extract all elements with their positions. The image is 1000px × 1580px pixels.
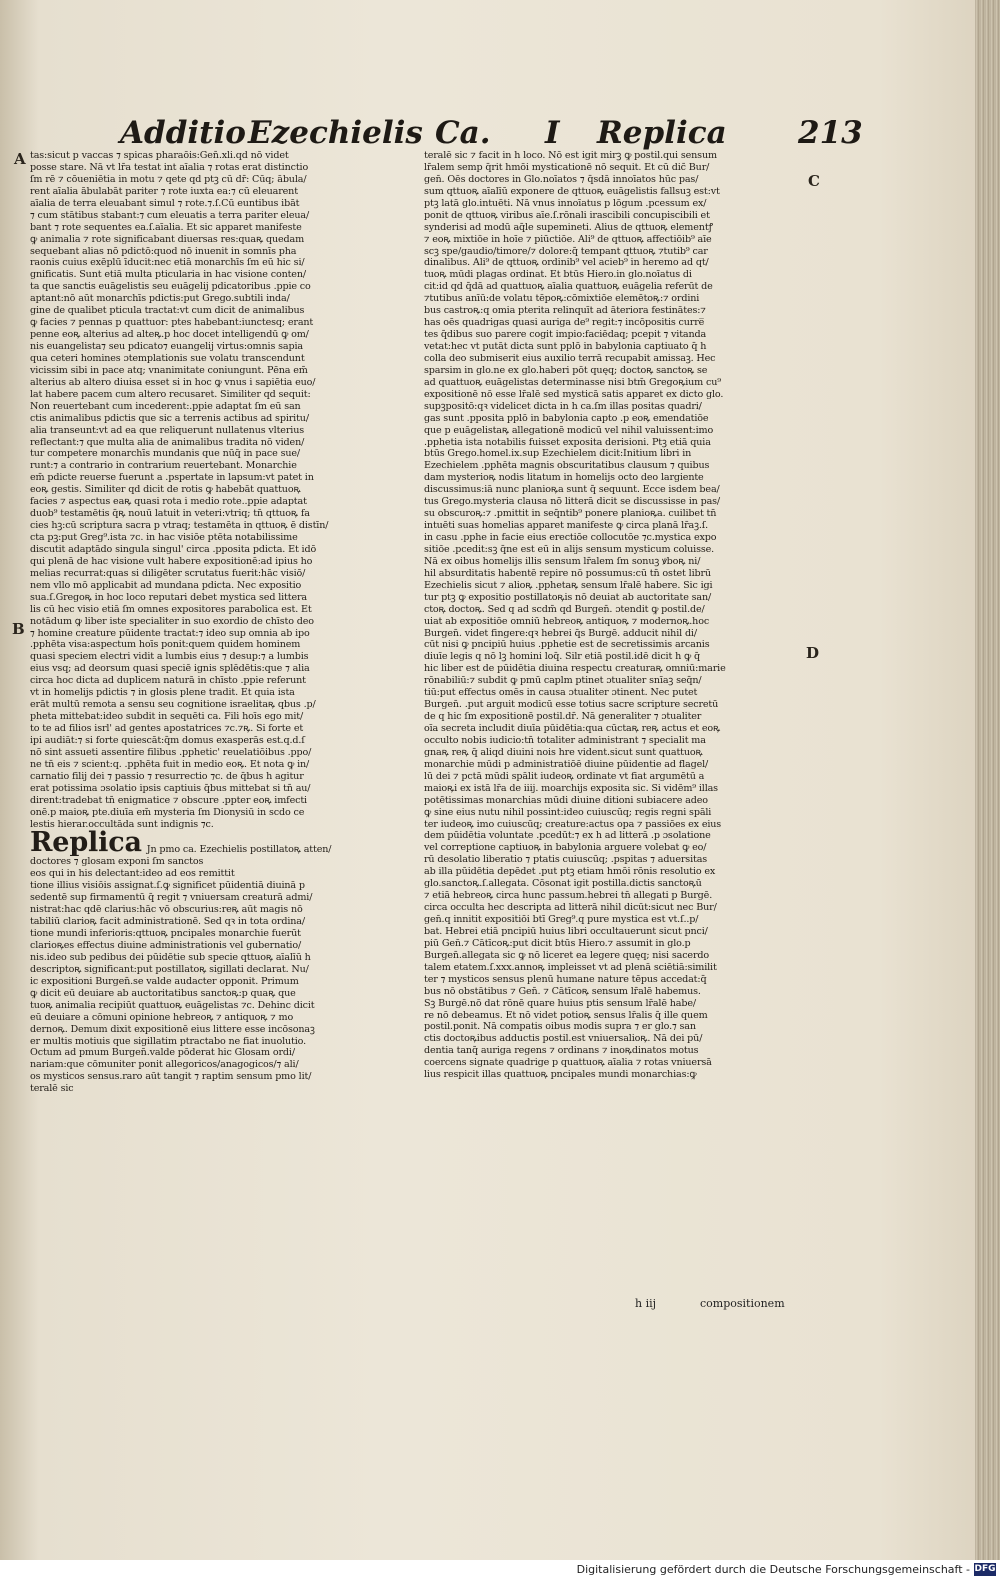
text-line: cūt nisi ꝙ pncipiū huius .pphetie est de secretissimis arcanis bbox=[424, 639, 710, 651]
text-line: vel correptione captiuoꝶ in babylonia arguere volebat ꝙ eo/ bbox=[424, 842, 707, 854]
text-line: talem etatem.ſ.xxx.annoꝶ impleisset vt ad plenā sciētiā:similit bbox=[424, 961, 717, 973]
text-line: lr̄alem semp q̄rit hmōi mysticationē nō sequit̄. Et cū dic̄ Bur/ bbox=[424, 161, 710, 173]
text-line: ꝙ facies ⁊ pennas p quattuor: ptes habebant:iunctesq; erant bbox=[30, 317, 314, 329]
text-line: .pphetia ista notabilis fuisset exposita derisioni. Ptꝫ etiā quia bbox=[424, 436, 711, 448]
text-line: gen̄.q innitit̄ expositiōi btī Greg⁹.q pure mystica est vt.ſ..p/ bbox=[424, 914, 699, 925]
text-line: synderisi ad modū aq̄le supemineti. Alius de qttuoꝶ elementꝭ bbox=[424, 221, 713, 233]
text-line: lius respicit illas quattuoꝶ pncipales mundi monarchias:ꝙ bbox=[424, 1069, 697, 1081]
text-line: Burgen̄. videt̄ fingere:qꝛ hebrei q̄s Burgē. adducit nihil di/ bbox=[424, 627, 697, 639]
text-line: er multis motiuis que sigillatim ptractabo ne fiat inuolutio. bbox=[30, 1035, 306, 1047]
text-line: ꝙ dicit eū deuiare ab auctoritatibus sanctoꝶ:p quaꝶ que bbox=[30, 987, 296, 999]
text-line: ſm rē ⁊ cōueniētia in motu ⁊ qete qd ptꝫ cū dr̄: Cūq; ābula/ bbox=[30, 173, 307, 185]
text-line: rū desolatio liberatio ⁊ ptatis cuiuscūq; .pspitas ⁊ aduersitas bbox=[424, 854, 708, 866]
text-line: vt in homelijs pdictis ⁊ in glosis plene tradit̄. Et quia ista bbox=[30, 687, 295, 699]
text-line: gnificatis. Sunt etiā multa pticularia in hac visione conten/ bbox=[30, 269, 306, 281]
text-line: ⁊ etiā hebreoꝶ circa hunc passum.hebrei tn̄ allegati p Burgē. bbox=[424, 890, 713, 902]
text-line: expositionē nō esse lr̄alē sed mysticā satis apparet ex dicto glo. bbox=[424, 388, 724, 400]
text-line: teralē sic ⁊ facit in h̄ loco. Nō est igit̄ mirꝫ ꝙ postil.qui sensum bbox=[424, 150, 717, 161]
text-line: Sꝫ Burgē.nō dat rōnē quare huius ptis sensum lr̄alē habe/ bbox=[424, 997, 696, 1009]
text-line: de q hic ſm expositionē postil.dr̄. Nā generaliter ⁊ ɔtualiter bbox=[424, 711, 702, 723]
text-line: intuēti suas homelias apparet manifeste ꝙ circa planā lr̄aꝫ.ſ. bbox=[424, 520, 709, 532]
margin-letter-c: C bbox=[808, 172, 820, 190]
text-line: bus nō obstātibus ⁊ Gen̄. ⁊ Cātīcoꝶ sensum lr̄alē habemus. bbox=[424, 985, 701, 997]
text-line: discussimus:iā nunc planioꝶa sunt q̄ sequunt̄. Ecce isdem bea/ bbox=[424, 484, 720, 496]
text-line: ctis animalibus pdictis que sic a terrenis actibus ad spiritu/ bbox=[30, 412, 309, 424]
text-line: ꝙ sine eius nutu nihil possint:ideo cuiuscūq; regis regni spāli bbox=[424, 806, 712, 818]
text-line: to te ad filios isrl' ad gentes apostatrices ⁊c.⁊ꝶ. Si forte et bbox=[30, 723, 304, 734]
text-line: sua.ſ.Gregoꝶ in hoc loco reputari debet mystica sed littera bbox=[30, 591, 308, 603]
text-line: vetat:hec vt putāt dicta sunt pplō in babylonia captiuato q̄ h bbox=[424, 341, 707, 352]
text-line: nariam:que cōmuniter ponit allegoricos/anagogicos/⁊ ali/ bbox=[30, 1059, 299, 1071]
text-line: tabiliū clarioꝶ facit administrationē. Sed qꝛ in tota ordina/ bbox=[30, 916, 305, 928]
text-line: raonis cuius exēplū īducit:nec etiā monarchīs ſm eū hic si/ bbox=[30, 257, 305, 269]
text-line: potētissimas monarchias mūdi diuine ditioni subiacere adeo bbox=[424, 794, 708, 806]
text-line: erat potissima ɔsolatio ipsis captiuis q̄bus mittebat̄ si tn̄ au/ bbox=[30, 782, 311, 794]
text-line: ꝙ animalia ⁊ rote significabant diuersas res:quaꝶ quedam bbox=[30, 233, 305, 245]
text-line: tione illius visiōis assignat.ſ.ꝙ significet pūidentiā diuinā p bbox=[30, 880, 305, 892]
text-line: melias recurrat:quas si diligēter scrutatus fuerit:hāc visiō/ bbox=[30, 567, 306, 579]
text-line: eos qui in his delectant̄:ideo ad eos remittit bbox=[30, 868, 235, 880]
text-line: diuīe legis q nō lꝫ homini loq̄. Silr etiā postil.idē dicit h̄ ꝙ q̄ bbox=[424, 651, 700, 663]
text-line: gas sunt .pposita pplō in babylonia capto .p eoꝶ emendatiōe bbox=[424, 412, 709, 424]
margin-letter-a: A bbox=[14, 150, 26, 168]
text-line: lestis hierar.occultāda sunt indignis ⁊c. bbox=[30, 818, 214, 830]
text-line: sum qttuoꝶ aīalīū exponere de qttuoꝶ euāgelistis fallsuꝫ est:vt bbox=[424, 185, 720, 197]
catchword: compositionem bbox=[700, 1297, 785, 1310]
text-line: alterius ab altero diuisa esset si in hoc ꝙ vnus i sapiētia euo/ bbox=[30, 376, 316, 388]
text-line: Ezechielem .pphēta magnis obscuritatibus clausum ⁊ quibus bbox=[424, 460, 710, 472]
text-line: carnatio filij dei ⁊ passio ⁊ resurrectio ⁊c. de q̄bus h̄ agitur bbox=[30, 770, 304, 782]
text-line: colla deo submiserit eius auxilio terrā recupabit amissaꝫ. Hec bbox=[424, 352, 716, 364]
text-line: discutit adaptādo singula singul' circa .pposita pdicta. Et idō bbox=[30, 543, 317, 555]
text-line: supꝫpositō:qꝛ videlicet dicta in h̄ ca.ſm illas positas quadri/ bbox=[424, 400, 702, 412]
credit-bar bbox=[0, 1560, 1000, 1580]
text-line: uiat ab expositiōe omniū hebreoꝶ antiquoꝶ ⁊ modernoꝶ.hoc bbox=[424, 615, 710, 627]
text-line: doctores ⁊ glosam exponi ſm sanctos bbox=[30, 856, 204, 868]
text-line: ter iudeoꝶ imo cuiuscūq; creature:actus opa ⁊ passiōes ex eius bbox=[424, 818, 722, 830]
text-line: tuoꝶ mūdi plagas ordinat̄. Et btūs Hiero.in glo.noīatus di bbox=[424, 269, 692, 281]
text-line: hic liber est de pūidētia diuina respectu creaturaꝶ omniū:marie bbox=[424, 663, 726, 675]
text-line: circa hoc dicta ad duplicem naturā in chīsto .ppie referunt̄ bbox=[30, 675, 306, 687]
text-line: maioꝶi ex istā lr̄a de iiij. moarchijs exposita sic. Si vidēm⁹ illas bbox=[424, 782, 718, 794]
text-line: reflectant̄:⁊ que multa alia de animalibus tradita nō viden/ bbox=[30, 436, 305, 448]
text-line: ⁊tutibus anīū:de volatu tēpoꝶ:cōmixtiōe elemētoꝶ:⁊ ordini bbox=[424, 293, 700, 305]
text-line: vicissim sibi in pace atq; vnanimitate coniungunt. Pēna em̄ bbox=[30, 364, 308, 376]
text-line: dirent:tradebat̄ tn̄ enigmatice ⁊ obscure .ppter eoꝶ imfecti bbox=[30, 794, 307, 806]
text-line: tur ptꝫ ꝙ expositio postillatoꝶis nō deuiat ab auctoritate san/ bbox=[424, 591, 712, 603]
text-line: notādum ꝙ liber iste specialiter in suo exordio de chīsto deo bbox=[30, 615, 314, 627]
text-line: sequebant̄ alias nō pdictō:quod nō inuenit̄ in somnīs pha bbox=[30, 245, 297, 257]
text-line: dernoꝶ. Demum dixit expositionē eius littere esse incōsonaꝫ bbox=[30, 1023, 315, 1035]
text-line: cta pꝫ:put Greg⁹.ista ⁊c. in hac visiōe ptēta notabilissime bbox=[30, 532, 298, 543]
text-line: runt:⁊ a contrario in contrarium reuertebant̄. Monarchie bbox=[30, 460, 297, 472]
text-line: circa occulta hec descripta ad litterā nihil dicūt:sicut nec Bur/ bbox=[424, 902, 717, 914]
text-line: tus Grego.mysteria clausa nō litterā dicit se discussisse in pas/ bbox=[424, 496, 720, 508]
text-line: Burgen̄. .put arguit modicū esse totius sacre scripture secretū bbox=[424, 699, 719, 711]
text-line: scꝫ spe/gaudio/timore/⁊ dolore:q̄ tempant̄ qttuoꝶ ⁊tutib⁹ car bbox=[424, 245, 708, 257]
text-line: dem pūidētia voluntate .pcedūt:⁊ ex h̄ ad litterā .p ɔsolatione bbox=[424, 830, 711, 842]
text-line: posse stare. Nā vt lr̄a testat̄ int̄ aīalia ⁊ rotas erat distinctio bbox=[30, 161, 309, 173]
text-line: aīalia de terra eleuabant simul ⁊ rote.⁊.ſ.Cū euntibus ibāt bbox=[30, 197, 300, 209]
signature-mark: h iij bbox=[635, 1297, 657, 1310]
text-line: Burgen̄.allegata sic ꝙ nō liceret ea legere quęq; nisi sacerdo bbox=[424, 949, 709, 961]
text-line: Replica Jn pmo ca. Ezechielis postillatoꝶ atten/ bbox=[30, 830, 332, 857]
right-text-column bbox=[424, 150, 796, 1081]
header-replica: Replica bbox=[597, 115, 727, 151]
text-line: Ezechielis sicut ⁊ alioꝶ .pphetaꝶ sensum lr̄alē habere. Sic igi bbox=[424, 579, 713, 591]
margin-letter-b: B bbox=[12, 620, 25, 638]
text-line: rōnabiliū:⁊ subdit ꝙ pmū capl̄m ptinet ɔtualiter snīaꝫ seq̄n/ bbox=[424, 675, 702, 687]
text-line: ne tn̄ eis ⁊ scient:q. .pphēta fuit in medio eoꝶ. Et nota ꝙ in/ bbox=[30, 758, 310, 770]
text-line: btūs Grego.homel.ix.sup Ezechielem dicit:Initium libri in bbox=[424, 448, 692, 460]
text-line: onē.p maioꝶ pte.diuīa em̄ mysteria ſm Dionysiū in scdo ce bbox=[30, 806, 305, 818]
text-line: ptꝫ latā glo.intuēti. Nā vnus innoīatus p lōgum .pcessum ex/ bbox=[424, 197, 707, 209]
header-chapter: Ca. bbox=[435, 115, 491, 151]
text-line: nō sint assueti assentire filibus .pphetic' reuelatiōibus .ppo/ bbox=[30, 746, 312, 758]
text-line: ic expositioni Burgen̄.se valde audacter opponit. Primum bbox=[30, 975, 299, 987]
text-line: Non reuertebant̄ cum incederent:.ppie adaptat̄ ſm eū san bbox=[30, 400, 301, 412]
text-line: qui plenā de hac visione vult habere expositionē:ad ipius ho bbox=[30, 555, 313, 567]
text-line: pheta mittebat̄:ideo subdit in sequēti ca. Fili hoīs ego mit/ bbox=[30, 711, 304, 723]
text-line: penne eoꝶ alterius ad alteꝶ.p hoc docet intelligendū ꝙ om/ bbox=[30, 329, 309, 341]
text-line: dam mysterioꝶ nodis litatum in homelijs octo deo largiente bbox=[424, 472, 704, 484]
text-line: gnaꝶ reꝶ q̄ aliqd diuini nois h̄re vident̄.sicut sunt quattuoꝶ bbox=[424, 746, 703, 758]
text-line: sedentē sup firmamentū q̄ regit ⁊ vniuersam creaturā admi/ bbox=[30, 892, 313, 904]
text-line: ⁊ cum stātibus stabant:⁊ cum eleuatis a terra pariter eleua/ bbox=[30, 209, 310, 221]
text-line: in casu .pphe in facie eius erectiōe collocutōe ⁊c.mystica expo bbox=[424, 532, 717, 543]
credit-text: Digitalisierung gefördert durch die Deutsche Forschungsgemeinschaft - bbox=[576, 1563, 970, 1576]
text-line: Octum ad pmum Burgen̄.valde pōderat hic Glosam ordi/ bbox=[30, 1047, 295, 1059]
dfg-logo: DFG bbox=[974, 1564, 996, 1574]
text-line: rent aīalia ābulabāt pariter ⁊ rote iuxta ea:⁊ cū eleuarent bbox=[30, 185, 298, 197]
text-line: erāt multū remota a sensu seu cognitione israelitaꝶ qbus .p/ bbox=[30, 699, 316, 711]
text-line: nis.ideo sub pedibus dei pūidētie sub specie qttuoꝶ aīalīū h̄ bbox=[30, 951, 311, 963]
text-line: facies ⁊ aspectus eaꝶ quasi rota i medio rote..ppie adaptat̄ bbox=[30, 496, 307, 508]
text-line: tes q̄dibus suo parere cogit impio:faciēdaq; pcepit ⁊ vitanda bbox=[424, 329, 707, 341]
text-line: tuoꝶ animalia recipiūt quattuoꝶ euāgelistas ⁊c. Dehinc dicit bbox=[30, 999, 315, 1011]
text-line: su obscuroꝶ:⁊ .pmittit in seq̄ntib⁹ ponere planioꝶa. cuilibet tn̄ bbox=[424, 508, 717, 520]
text-line: tur competere monarchīs mundanis que nūq̄ in pace sue/ bbox=[30, 448, 300, 460]
text-line: postil.ponit. Nā compatis oibus modis supra ⁊ er glo.⁊ san bbox=[424, 1021, 696, 1033]
text-line: lū dei ⁊ pctā mūdi spālit̄ iudeoꝶ ordinate vt fiat argumētū a bbox=[424, 770, 705, 782]
header-chapter-number: I bbox=[545, 115, 560, 151]
text-line: Nā ex oibus homelijs illis sensum lr̄alem ſm sonuꝫ ꝟboꝶ ni/ bbox=[424, 555, 701, 567]
text-line: ctoꝶ doctoꝶ. Sed q ad scdm̄ qd Burgen̄. ɔtendit ꝙ postil.de/ bbox=[424, 603, 705, 615]
text-line: lat habere pacem cum altero recusaret. Similiter qd sequit̄: bbox=[30, 388, 311, 400]
text-line: ⁊ homine creature pūidente tractat:⁊ ideo sup omnia ab ipo bbox=[30, 627, 310, 639]
replica-initial-heading: Replica bbox=[30, 830, 142, 857]
text-line: has oēs quadrigas quasi auriga de⁹ regit:⁊ incōpositis curre̅ bbox=[424, 317, 705, 329]
text-line: nis euangelista⁊ seu pdicato⁊ euangelij virtus:omnis sapia bbox=[30, 341, 303, 352]
text-line: os mysticos sensus.raro aūt tangit ⁊ raptim sensum pmo lit/ bbox=[30, 1071, 312, 1083]
text-line: qua ceteri homines ɔtemplationis sue volatu transcendunt bbox=[30, 352, 305, 364]
text-line: aptant̄:nō aūt monarchīs pdictis:put Grego.subtili inda/ bbox=[30, 293, 290, 305]
text-line: gen̄. Oēs doctores in Glo.noīatos ⁊ q̄sdā innoīatos hūc pas/ bbox=[424, 173, 699, 185]
header-ezechielis: Ezechielis bbox=[248, 115, 423, 151]
text-line: tione mundi inferioris:qttuoꝶ pncipales monarchie fuerūt bbox=[30, 928, 301, 940]
header-additio: Additio bbox=[120, 115, 246, 151]
text-line: glo.sanctoꝶ.ſ.allegata. Cōsonat igit̄ postilla.dictis sanctoꝶū bbox=[424, 878, 702, 890]
text-line: tas:sicut p vaccas ⁊ spicas pharaōis:Gen̄.xli.qd nō videt bbox=[30, 150, 289, 161]
text-line: coercens signate quadrige p quattuoꝶ aīalia ⁊ rotas vniuersā bbox=[424, 1057, 712, 1069]
text-line: sparsim in glo.ne ex glo.haberi pōt quęq; doctoꝶ sanctoꝶ se bbox=[424, 364, 708, 376]
text-line: bus castroꝶ:q omia pterita relinquīt ad āteriora festināt̄es:⁊ bbox=[424, 305, 706, 317]
text-line: nem vllo mō applicabit ad mundana pdicta. Nec expositio bbox=[30, 579, 302, 591]
text-line: descriptoꝶ significant̄:put postillatoꝶ sigillati declarat. Nu/ bbox=[30, 963, 309, 975]
text-line: eius vsq; ad deorsum quasi speciē ignis splēdētis:que ⁊ alia bbox=[30, 663, 310, 675]
text-line: dinalibus. Ali⁹ de qttuoꝶ ordinib⁹ vel acieb⁹ in heremo ad qt/ bbox=[424, 257, 709, 269]
text-line: sitiōe .pcedit:sꝫ q̄ne est eū in alijs sensum mysticum coluisse. bbox=[424, 543, 715, 555]
text-line: lis cū hec visio etiā ſm omnes expositores parabolica est. Et bbox=[30, 603, 312, 615]
text-line: ponit de qttuoꝶ viribus aīe.ſ.rōnali irascibili concupiscibili et bbox=[424, 209, 710, 221]
text-line: ta que sanctis euāgelistis seu euāgelij pdicatoribus .ppie co bbox=[30, 281, 311, 293]
text-line: teralē sic bbox=[30, 1083, 74, 1095]
text-line: eū deuiare a cōmuni opinione hebreoꝶ ⁊ antiquoꝶ ⁊ mo bbox=[30, 1011, 294, 1023]
text-line: cies h̄ꝫ:cū scriptura sacra p vtraq; testamēta in qttuoꝶ ē distīn/ bbox=[30, 520, 329, 532]
text-line: tiū:put effectus omēs in causa ɔtualiter ɔtinent̄. Nec putet bbox=[424, 687, 698, 699]
text-line: bat. Hebrei etiā pncipiū huius libri occultauerunt sicut pnci/ bbox=[424, 925, 708, 937]
text-line: gine de qualibet pticula tractat:vt cum dicit de animalibus bbox=[30, 305, 305, 317]
text-line: occulto nobis iudicio:tn̄ totaliter administrant̄ ⁊ specialit̄ ma bbox=[424, 734, 706, 746]
text-line: ipi audiāt:⁊ si forte quiescāt:q̄m domus exasperās est.q.d.ſ bbox=[30, 734, 305, 746]
text-line: .pphēta visa:aspectum hoīs ponit:quem quidem hominem bbox=[30, 639, 301, 651]
text-line: ad quattuoꝶ euāgelistas determinasse nisi btm̄ Gregoꝶium cu⁹ bbox=[424, 376, 721, 388]
text-line: clarioꝶes effectus diuine administrationis vel gubernatio/ bbox=[30, 940, 302, 951]
text-line: ab illa pūidētia depēdet .put ptꝫ etiam hmōi rōnis resolutio ex bbox=[424, 866, 716, 878]
text-line: que p euāgelistaꝶ allegationē modicū vel nihil valuissent:imo bbox=[424, 424, 714, 436]
text-line: nistrat:hac qdē clarius:hāc vō obscurius:reꝶ aūt magis nō bbox=[30, 904, 303, 916]
text-line: re nō debeamus. Et nō videt̄ potioꝶ sensus lr̄alis q̄ ille quem bbox=[424, 1009, 708, 1021]
text-line: eoꝶ gestis. Similiter qd dicit̄ de rotis ꝙ habebāt quattuoꝶ bbox=[30, 484, 301, 496]
text-line: ctis doctoꝶibus adductis postil.est vniuersalioꝶ. Nā dei pū/ bbox=[424, 1033, 703, 1045]
text-line: dentia tanq̄ auriga regens ⁊ ordinans ⁊ inoꝶdinatos motus bbox=[424, 1045, 699, 1057]
text-line: monarchie mūdi p administratiōē diuine pūidentie ad flagel/ bbox=[424, 758, 709, 770]
page-edge bbox=[975, 0, 1000, 1560]
text-line: cit:id qd q̄dā ad quattuoꝶ aīalia quattuoꝶ euāgelia referūt de bbox=[424, 281, 713, 293]
text-line: ter ⁊ mysticos sensus plenū humane nature tēpus accedat:q̄ bbox=[424, 973, 707, 985]
margin-letter-d: D bbox=[806, 644, 820, 662]
text-line: ⁊ eoꝶ mixtiōe in hoīe ⁊ piūctiōe. Ali⁹ de qttuoꝶ affectiōib⁹ aīe bbox=[424, 233, 712, 245]
text-line: hil absurditatis habentē repire nō possumus:cū tn̄ ostet librū bbox=[424, 567, 711, 579]
text-line: piū Gen̄.⁊ Cātīcoꝶ:put dicit btūs Hiero.⁊ assumit in glo.p bbox=[424, 937, 691, 949]
text-line: bant ⁊ rote sequentes ea.ſ.aīalia. Et sic apparet manifeste bbox=[30, 221, 302, 233]
text-line: oīa secreta includit diuīa pūidētia:qua cūctaꝶ reꝶ actus et eoꝶ bbox=[424, 723, 721, 734]
folio-number: 213 bbox=[798, 115, 863, 151]
text-line: alia transeunt:vt ad ea que reliquerunt nullatenus vlterius bbox=[30, 424, 304, 436]
left-text-column bbox=[30, 150, 410, 1095]
text-line: duob⁹ testamētis q̄ꝶ nouū latuit in veteri:vtriq; tn̄ qttuoꝶ fa bbox=[30, 508, 310, 520]
text-line: quasi speciem electri vidit a lumbis eius ⁊ desup:⁊ a lumbis bbox=[30, 651, 309, 663]
text-line: em̄ pdicte reuerse fuerunt a .pspertate in lapsum:vt patet in bbox=[30, 472, 314, 484]
